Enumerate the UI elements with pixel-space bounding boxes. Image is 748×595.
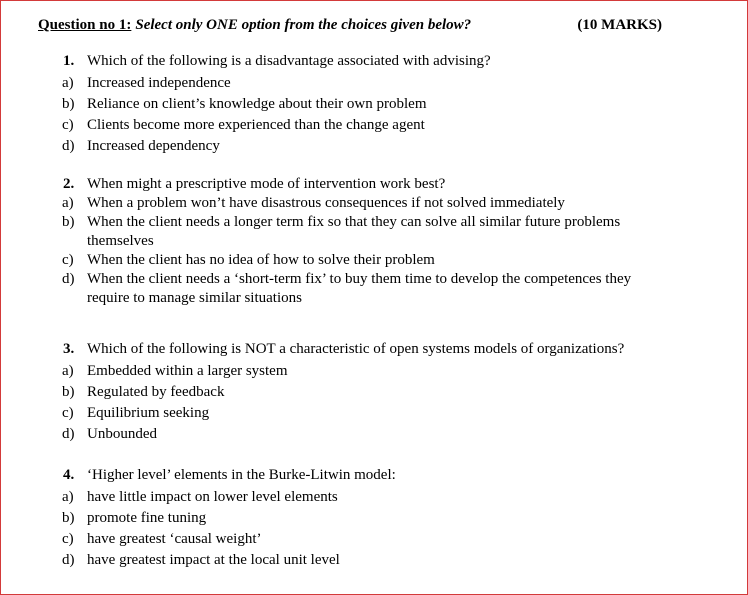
option-text: Equilibrium seeking xyxy=(87,405,210,421)
question-stem xyxy=(59,339,669,360)
option-letter: d) xyxy=(62,138,75,154)
question-text: ‘Higher level’ elements in the Burke-Litwin model: xyxy=(87,467,396,483)
option-letter: d) xyxy=(62,426,75,442)
option-text: Regulated by feedback xyxy=(87,384,225,400)
option-d[interactable] xyxy=(59,550,669,571)
question-1 xyxy=(59,51,669,157)
option-letter: c) xyxy=(62,531,74,547)
option-text: Reliance on client’s knowledge about their own problem xyxy=(87,96,427,112)
option-c[interactable] xyxy=(59,251,669,270)
option-d[interactable] xyxy=(59,424,669,445)
option-text: have little impact on lower level elements xyxy=(87,489,338,505)
option-text: Clients become more experienced than the change agent xyxy=(87,117,425,133)
option-text: Embedded within a larger system xyxy=(87,363,288,379)
option-letter: d) xyxy=(62,271,75,287)
question-4 xyxy=(59,465,669,571)
option-a[interactable] xyxy=(59,194,669,213)
option-letter: c) xyxy=(62,252,74,268)
option-text: promote fine tuning xyxy=(87,510,207,526)
option-letter: a) xyxy=(62,489,74,505)
question-stem xyxy=(59,175,669,194)
question-2 xyxy=(59,175,669,308)
option-d[interactable] xyxy=(59,270,669,308)
option-letter: c) xyxy=(62,405,74,421)
option-text: Unbounded xyxy=(87,426,157,442)
question-stem xyxy=(59,51,669,72)
option-letter: a) xyxy=(62,363,74,379)
option-b[interactable] xyxy=(59,382,669,403)
option-a[interactable] xyxy=(59,361,669,382)
option-d[interactable] xyxy=(59,136,669,157)
option-letter: d) xyxy=(62,552,75,568)
option-text: have greatest impact at the local unit level xyxy=(87,552,340,568)
option-c[interactable] xyxy=(59,403,669,424)
option-a[interactable] xyxy=(59,487,669,508)
option-b[interactable] xyxy=(59,508,669,529)
question-header xyxy=(38,17,662,39)
question-number: 4. xyxy=(63,467,75,483)
option-text: When the client has no idea of how to solve their problem xyxy=(87,252,435,268)
option-text: When a problem won’t have disastrous consequences if not solved immediately xyxy=(87,195,565,211)
option-text: Increased independence xyxy=(87,75,231,91)
marks-label: (10 MARKS) xyxy=(577,17,662,33)
option-text: When the client needs a ‘short-term fix’ to buy them time to develop the competences they require to manage similar situations xyxy=(87,271,632,306)
option-letter: a) xyxy=(62,75,74,91)
option-letter: b) xyxy=(62,510,75,526)
option-letter: b) xyxy=(62,96,75,112)
option-text: Increased dependency xyxy=(87,138,220,154)
option-letter: b) xyxy=(62,214,75,230)
question-number: 2. xyxy=(63,176,75,192)
option-letter: b) xyxy=(62,384,75,400)
option-c[interactable] xyxy=(59,115,669,136)
question-stem xyxy=(59,465,669,486)
option-b[interactable] xyxy=(59,94,669,115)
option-text: When the client needs a longer term fix so that they can solve all similar future problems themselves xyxy=(87,214,621,249)
question-text: When might a prescriptive mode of intervention work best? xyxy=(87,176,446,192)
option-c[interactable] xyxy=(59,529,669,550)
question-text: Which of the following is NOT a characteristic of open systems models of organizations? xyxy=(87,341,625,357)
question-label: Question no 1: xyxy=(38,17,132,33)
instruction-text: Select only ONE option from the choices given below? xyxy=(135,17,472,33)
option-text: have greatest ‘causal weight’ xyxy=(87,531,262,547)
question-number: 3. xyxy=(63,341,75,357)
option-letter: c) xyxy=(62,117,74,133)
option-b[interactable] xyxy=(59,213,669,251)
option-letter: a) xyxy=(62,195,74,211)
option-a[interactable] xyxy=(59,73,669,94)
question-3 xyxy=(59,339,669,445)
question-text: Which of the following is a disadvantage associated with advising? xyxy=(87,53,491,69)
question-number: 1. xyxy=(63,53,75,69)
